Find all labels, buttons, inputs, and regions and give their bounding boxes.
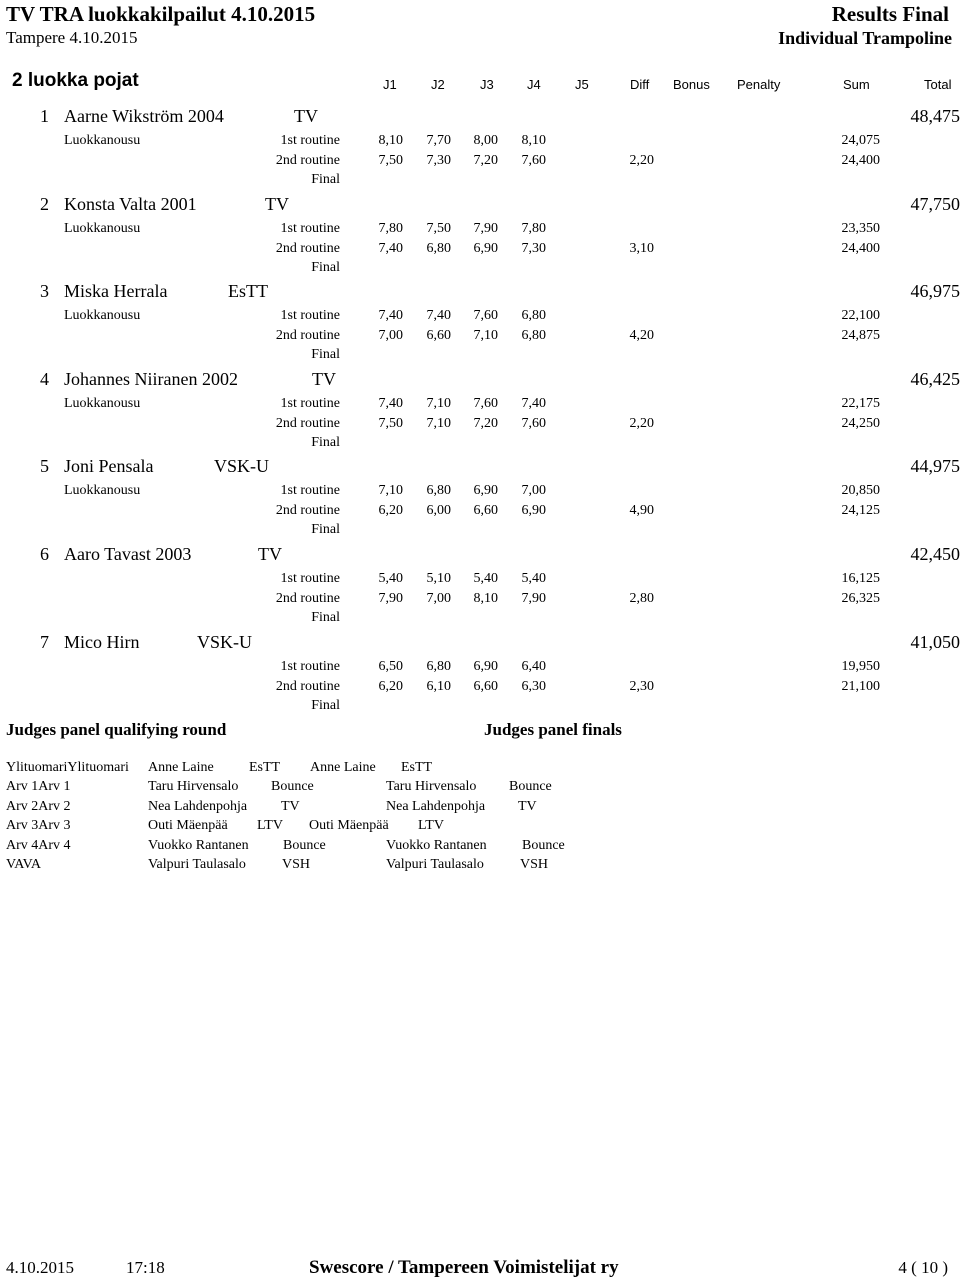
judge-score: 6,90 bbox=[521, 502, 546, 518]
judges-finals-title: Judges panel finals bbox=[484, 720, 622, 739]
routine-label: 1st routine bbox=[280, 483, 340, 498]
judge-score: 7,70 bbox=[426, 133, 451, 148]
athlete-note: Luokkanousu bbox=[64, 483, 141, 498]
competition-title: TV TRA luokkakilpailut 4.10.2015 bbox=[6, 2, 316, 26]
athlete-rank: 3 bbox=[40, 281, 49, 301]
judge-score: 7,60 bbox=[473, 308, 498, 323]
judge-score: 7,60 bbox=[521, 415, 546, 431]
judge-score: 6,40 bbox=[521, 659, 546, 674]
judge-score: 6,90 bbox=[473, 659, 498, 674]
judge-qualifying-club: TV bbox=[281, 799, 300, 814]
athlete-rank: 7 bbox=[40, 632, 49, 652]
difficulty-score: 2,80 bbox=[629, 590, 654, 606]
judge-role: VAVA bbox=[6, 857, 42, 872]
judge-qualifying-club: EsTT bbox=[249, 760, 281, 775]
routine-sum: 20,850 bbox=[841, 483, 880, 498]
judge-qualifying-name: Nea Lahdenpohja bbox=[148, 799, 248, 814]
judge-score: 7,80 bbox=[378, 221, 403, 236]
routine-sum: 22,100 bbox=[841, 308, 880, 323]
routine-label: 1st routine bbox=[280, 221, 340, 236]
judge-qualifying-name: Valpuri Taulasalo bbox=[148, 857, 246, 872]
athlete-rank: 5 bbox=[40, 456, 49, 476]
column-header: Penalty bbox=[737, 77, 781, 92]
judge-score: 6,30 bbox=[521, 678, 546, 694]
judge-finals-club: EsTT bbox=[401, 760, 433, 775]
athlete-total: 48,475 bbox=[910, 106, 960, 126]
routine-sum: 16,125 bbox=[841, 571, 880, 586]
athlete-note: Luokkanousu bbox=[64, 396, 141, 411]
difficulty-score: 2,30 bbox=[629, 678, 654, 694]
judge-finals-name: Vuokko Rantanen bbox=[386, 838, 487, 853]
athlete-note: Luokkanousu bbox=[64, 221, 141, 236]
judge-score: 7,30 bbox=[521, 240, 546, 256]
routine-label: 1st routine bbox=[280, 133, 340, 148]
judge-score: 6,60 bbox=[473, 678, 498, 694]
judge-finals-club: Bounce bbox=[509, 779, 552, 794]
column-header: J3 bbox=[480, 77, 494, 92]
athlete-total: 41,050 bbox=[910, 632, 960, 652]
athlete-rank: 6 bbox=[40, 544, 49, 564]
judge-score: 6,50 bbox=[378, 659, 403, 674]
athlete-club: TV bbox=[294, 106, 318, 126]
routine-label: Final bbox=[311, 435, 340, 450]
routine-label: 2nd routine bbox=[275, 678, 340, 694]
difficulty-score: 3,10 bbox=[629, 240, 654, 256]
routine-sum: 24,250 bbox=[841, 415, 880, 431]
column-header: J2 bbox=[431, 77, 445, 92]
column-header: J5 bbox=[575, 77, 589, 92]
judge-score: 7,10 bbox=[426, 415, 451, 431]
judge-finals-club: LTV bbox=[418, 818, 444, 833]
judge-score: 6,80 bbox=[426, 240, 451, 256]
athlete-name: Joni Pensala bbox=[64, 456, 154, 476]
judge-score: 7,90 bbox=[473, 221, 498, 236]
routine-label: Final bbox=[311, 610, 340, 625]
athlete-name: Mico Hirn bbox=[64, 632, 140, 652]
discipline-label: Individual Trampoline bbox=[778, 28, 952, 48]
routine-label: 1st routine bbox=[280, 396, 340, 411]
judge-role: Arv 3Arv 3 bbox=[6, 818, 71, 833]
judge-finals-name: Taru Hirvensalo bbox=[386, 779, 477, 794]
judge-qualifying-name: Anne Laine bbox=[148, 760, 214, 775]
judge-score: 6,00 bbox=[426, 502, 451, 518]
judge-score: 7,60 bbox=[521, 152, 546, 168]
athlete-rank: 4 bbox=[40, 369, 49, 389]
judge-role: Arv 1Arv 1 bbox=[6, 779, 71, 794]
athlete-total: 42,450 bbox=[910, 544, 960, 564]
judge-score: 7,40 bbox=[378, 240, 403, 256]
judge-score: 5,40 bbox=[521, 571, 546, 586]
category-title: 2 luokka pojat bbox=[12, 70, 139, 91]
athlete-note: Luokkanousu bbox=[64, 133, 141, 148]
judge-finals-name: Anne Laine bbox=[310, 760, 376, 775]
judge-score: 7,60 bbox=[473, 396, 498, 411]
routine-label: 1st routine bbox=[280, 659, 340, 674]
athlete-club: TV bbox=[258, 544, 282, 564]
judge-score: 6,80 bbox=[521, 308, 546, 323]
judge-score: 7,20 bbox=[473, 152, 498, 168]
competition-location-date: Tampere 4.10.2015 bbox=[6, 28, 138, 47]
judge-score: 7,50 bbox=[378, 415, 403, 431]
athlete-club: VSK-U bbox=[197, 632, 253, 652]
judge-score: 7,30 bbox=[426, 152, 451, 168]
column-header: Diff bbox=[630, 77, 650, 92]
judge-qualifying-name: Outi Mäenpää bbox=[148, 818, 228, 833]
judge-score: 5,10 bbox=[426, 571, 451, 586]
routine-sum: 19,950 bbox=[841, 659, 880, 674]
footer-time: 17:18 bbox=[126, 1258, 165, 1277]
routine-sum: 22,175 bbox=[841, 396, 880, 411]
athlete-rank: 2 bbox=[40, 194, 49, 214]
athlete-total: 47,750 bbox=[910, 194, 960, 214]
column-header: Total bbox=[924, 77, 952, 92]
routine-label: 2nd routine bbox=[275, 415, 340, 431]
judge-role: YlituomariYlituomari bbox=[6, 760, 129, 775]
judge-score: 7,50 bbox=[378, 152, 403, 168]
judge-finals-name: Nea Lahdenpohja bbox=[386, 799, 486, 814]
routine-label: Final bbox=[311, 347, 340, 362]
athlete-total: 44,975 bbox=[910, 456, 960, 476]
judge-role: Arv 2Arv 2 bbox=[6, 799, 71, 814]
footer-organizer: Swescore / Tampereen Voimistelijat ry bbox=[309, 1257, 619, 1278]
athlete-total: 46,425 bbox=[910, 369, 960, 389]
routine-label: Final bbox=[311, 698, 340, 713]
routine-label: 2nd routine bbox=[275, 590, 340, 606]
routine-label: 2nd routine bbox=[275, 502, 340, 518]
judge-score: 6,80 bbox=[521, 327, 546, 343]
judge-score: 7,90 bbox=[521, 590, 546, 606]
judge-score: 7,40 bbox=[378, 396, 403, 411]
judges-qualifying-title: Judges panel qualifying round bbox=[6, 720, 227, 739]
athlete-name: Konsta Valta 2001 bbox=[64, 194, 197, 214]
routine-label: Final bbox=[311, 172, 340, 187]
routine-label: 1st routine bbox=[280, 308, 340, 323]
judge-score: 6,20 bbox=[378, 502, 403, 518]
judge-score: 7,10 bbox=[378, 483, 403, 498]
judge-qualifying-club: LTV bbox=[257, 818, 283, 833]
judge-score: 6,60 bbox=[426, 327, 451, 343]
athlete-total: 46,975 bbox=[910, 281, 960, 301]
judge-score: 7,00 bbox=[378, 327, 403, 343]
column-header: Bonus bbox=[673, 77, 710, 92]
routine-sum: 26,325 bbox=[841, 590, 880, 606]
judge-score: 6,10 bbox=[426, 678, 451, 694]
results-label: Results Final bbox=[831, 2, 949, 26]
routine-label: Final bbox=[311, 260, 340, 275]
routine-label: 2nd routine bbox=[275, 327, 340, 343]
routine-label: 1st routine bbox=[280, 571, 340, 586]
difficulty-score: 4,90 bbox=[629, 502, 654, 518]
difficulty-score: 2,20 bbox=[629, 415, 654, 431]
judge-score: 7,00 bbox=[521, 483, 546, 498]
column-header: J1 bbox=[383, 77, 397, 92]
judge-qualifying-club: VSH bbox=[282, 857, 311, 872]
judge-score: 7,10 bbox=[426, 396, 451, 411]
judge-qualifying-club: Bounce bbox=[283, 838, 326, 853]
athlete-name: Johannes Niiranen 2002 bbox=[64, 369, 238, 389]
judge-role: Arv 4Arv 4 bbox=[6, 838, 71, 853]
judge-score: 7,20 bbox=[473, 415, 498, 431]
judge-qualifying-name: Taru Hirvensalo bbox=[148, 779, 239, 794]
routine-sum: 24,400 bbox=[841, 152, 880, 168]
athlete-rank: 1 bbox=[40, 106, 49, 126]
routine-sum: 24,875 bbox=[841, 327, 880, 343]
judge-score: 7,00 bbox=[426, 590, 451, 606]
routine-sum: 24,075 bbox=[841, 133, 880, 148]
judge-score: 7,40 bbox=[426, 308, 451, 323]
judge-score: 5,40 bbox=[378, 571, 403, 586]
athlete-club: TV bbox=[312, 369, 336, 389]
judge-score: 6,90 bbox=[473, 483, 498, 498]
judge-score: 7,10 bbox=[473, 327, 498, 343]
judge-finals-club: TV bbox=[518, 799, 537, 814]
judge-score: 8,10 bbox=[378, 133, 403, 148]
judge-finals-club: Bounce bbox=[522, 838, 565, 853]
routine-label: 2nd routine bbox=[275, 152, 340, 168]
athlete-club: TV bbox=[265, 194, 289, 214]
athlete-note: Luokkanousu bbox=[64, 308, 141, 323]
difficulty-score: 2,20 bbox=[629, 152, 654, 168]
athlete-name: Miska Herrala bbox=[64, 281, 168, 301]
routine-sum: 23,350 bbox=[841, 221, 880, 236]
judge-score: 8,00 bbox=[473, 133, 498, 148]
athlete-name: Aaro Tavast 2003 bbox=[64, 544, 192, 564]
athlete-name: Aarne Wikström 2004 bbox=[64, 106, 224, 126]
routine-sum: 24,400 bbox=[841, 240, 880, 256]
judge-score: 7,50 bbox=[426, 221, 451, 236]
routine-sum: 24,125 bbox=[841, 502, 880, 518]
judge-score: 6,60 bbox=[473, 502, 498, 518]
routine-label: 2nd routine bbox=[275, 240, 340, 256]
judge-score: 6,80 bbox=[426, 659, 451, 674]
judge-qualifying-club: Bounce bbox=[271, 779, 314, 794]
judge-finals-club: VSH bbox=[520, 857, 549, 872]
judge-finals-name: Outi Mäenpää bbox=[309, 818, 389, 833]
athlete-club: VSK-U bbox=[214, 456, 270, 476]
footer-date: 4.10.2015 bbox=[6, 1258, 74, 1277]
column-header: J4 bbox=[527, 77, 541, 92]
judge-qualifying-name: Vuokko Rantanen bbox=[148, 838, 249, 853]
judge-score: 8,10 bbox=[521, 133, 546, 148]
judge-score: 7,80 bbox=[521, 221, 546, 236]
judge-score: 5,40 bbox=[473, 571, 498, 586]
judge-score: 7,40 bbox=[378, 308, 403, 323]
judge-score: 7,90 bbox=[378, 590, 403, 606]
routine-sum: 21,100 bbox=[841, 678, 880, 694]
judge-finals-name: Valpuri Taulasalo bbox=[386, 857, 484, 872]
column-header: Sum bbox=[843, 77, 870, 92]
judge-score: 7,40 bbox=[521, 396, 546, 411]
judge-score: 6,80 bbox=[426, 483, 451, 498]
athlete-club: EsTT bbox=[228, 281, 268, 301]
routine-label: Final bbox=[311, 522, 340, 537]
judge-score: 6,20 bbox=[378, 678, 403, 694]
judge-score: 6,90 bbox=[473, 240, 498, 256]
footer-page-number: 4 ( 10 ) bbox=[898, 1258, 948, 1277]
difficulty-score: 4,20 bbox=[629, 327, 654, 343]
judge-score: 8,10 bbox=[473, 590, 498, 606]
